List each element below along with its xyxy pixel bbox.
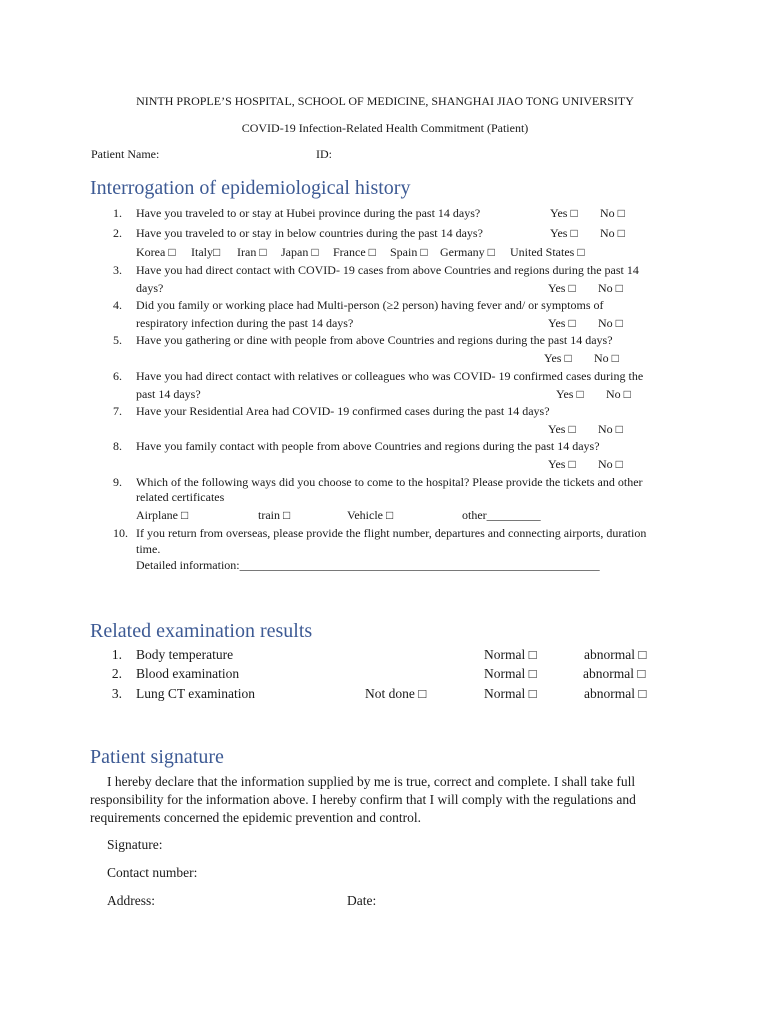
exam-body-temperature-label: Body temperature — [136, 647, 234, 662]
q7-no[interactable]: No □ — [598, 422, 623, 436]
q4-yes[interactable]: Yes □ — [548, 316, 576, 330]
institution-name: NINTH PROPLE’S HOSPITAL, SCHOOL OF MEDICINE, SHANGHAI JIAO TONG UNIVERSITY — [136, 94, 634, 108]
date-label: Date: — [347, 893, 377, 908]
q2-number: 2. — [113, 226, 122, 240]
country-korea[interactable]: Korea □ — [136, 245, 176, 259]
exam-section-title: Related examination results — [90, 620, 313, 642]
country-japan[interactable]: Japan □ — [281, 245, 319, 259]
q2-no[interactable]: No □ — [600, 226, 625, 240]
form-title: COVID-19 Infection-Related Health Commitment (Patient) — [241, 121, 529, 135]
q9-train[interactable]: train □ — [258, 508, 291, 522]
q9-number: 9. — [113, 475, 122, 489]
q3-number: 3. — [113, 263, 122, 277]
signature-section-title: Patient signature — [90, 746, 224, 768]
q8-number: 8. — [113, 439, 122, 453]
country-germany[interactable]: Germany □ — [440, 245, 495, 259]
declaration-text: I hereby declare that the information supplied by me is true, correct and complete. I shall take full responsibility for the information above. I hereby confirm that I will comply with the regulations and requirements concerned the epidemic prevention and control. — [90, 774, 636, 825]
q10-number: 10. — [113, 526, 128, 540]
q6-number: 6. — [113, 369, 122, 383]
exam-1-abnormal[interactable]: abnormal □ — [584, 647, 647, 662]
q9-airplane[interactable]: Airplane □ — [136, 508, 189, 522]
country-united-states[interactable]: United States □ — [510, 245, 585, 259]
q2-text: Have you traveled to or stay in below countries during the past 14 days? — [136, 226, 483, 240]
q1-yes[interactable]: Yes □ — [550, 206, 578, 220]
signature-label: Signature: — [107, 837, 163, 852]
q10-detail-field[interactable]: Detailed information:____________________________________________________________ — [136, 558, 600, 572]
epi-section-title: Interrogation of epidemiological history — [90, 177, 411, 199]
q7-text: Have your Residential Area had COVID- 19 confirmed cases during the past 14 days? — [136, 404, 550, 418]
country-spain[interactable]: Spain □ — [390, 245, 428, 259]
exam-2-abnormal[interactable]: abnormal □ — [583, 666, 646, 681]
exam-3-not-done[interactable]: Not done □ — [365, 686, 427, 701]
country-italy[interactable]: Italy□ — [191, 245, 221, 259]
q1-no[interactable]: No □ — [600, 206, 625, 220]
exam-3-number: 3. — [111, 686, 122, 701]
address-label: Address: — [107, 893, 155, 908]
q1-text: Have you traveled to or stay at Hubei province during the past 14 days? — [136, 206, 481, 220]
q7-number: 7. — [113, 404, 122, 418]
q10-text-line2: time. — [136, 542, 161, 556]
q3-text-line2: days? — [136, 281, 164, 295]
q9-text-line2: related certificates — [136, 490, 225, 504]
country-france[interactable]: France □ — [333, 245, 376, 259]
q3-text-line1: Have you had direct contact with COVID- 19 cases from above Countries and regions during the past 14 — [136, 263, 639, 277]
q9-text-line1: Which of the following ways did you choose to come to the hospital? Please provide the tickets and other — [136, 475, 643, 489]
q2-yes[interactable]: Yes □ — [550, 226, 578, 240]
exam-2-normal[interactable]: Normal □ — [484, 666, 537, 681]
q7-yes[interactable]: Yes □ — [548, 422, 576, 436]
q8-yes[interactable]: Yes □ — [548, 457, 576, 471]
q5-number: 5. — [113, 333, 122, 347]
country-iran[interactable]: Iran □ — [237, 245, 267, 259]
patient-name-label: Patient Name: — [91, 147, 160, 161]
q5-text: Have you gathering or dine with people from above Countries and regions during the past 14 days? — [136, 333, 613, 347]
q3-no[interactable]: No □ — [598, 281, 623, 295]
q6-yes[interactable]: Yes □ — [556, 387, 584, 401]
q9-other[interactable]: other_________ — [462, 508, 541, 522]
exam-1-number: 1. — [111, 647, 122, 662]
exam-3-normal[interactable]: Normal □ — [484, 686, 537, 701]
contact-number-label: Contact number: — [107, 865, 198, 880]
id-label: ID: — [316, 147, 332, 161]
q1-number: 1. — [113, 206, 122, 220]
q6-text-line1: Have you had direct contact with relatives or colleagues who was COVID- 19 confirmed cases during the — [136, 369, 644, 383]
q6-no[interactable]: No □ — [606, 387, 631, 401]
q9-vehicle[interactable]: Vehicle □ — [347, 508, 394, 522]
q4-number: 4. — [113, 298, 122, 312]
q5-yes[interactable]: Yes □ — [544, 351, 572, 365]
q5-no[interactable]: No □ — [594, 351, 619, 365]
q4-text-line1: Did you family or working place had Multi-person (≥2 person) having fever and/ or symptoms of — [136, 298, 604, 312]
q8-no[interactable]: No □ — [598, 457, 623, 471]
q8-text: Have you family contact with people from above Countries and regions during the past 14 days? — [136, 439, 600, 453]
q3-yes[interactable]: Yes □ — [548, 281, 576, 295]
exam-3-abnormal[interactable]: abnormal □ — [584, 686, 647, 701]
q10-text-line1: If you return from overseas, please provide the flight number, departures and connecting airports, duration — [136, 526, 647, 540]
exam-1-normal[interactable]: Normal □ — [484, 647, 537, 662]
exam-2-number: 2. — [111, 666, 122, 681]
exam-lung-ct-label: Lung CT examination — [136, 686, 255, 701]
q4-no[interactable]: No □ — [598, 316, 623, 330]
exam-blood-examination-label: Blood examination — [136, 666, 240, 681]
q4-text-line2: respiratory infection during the past 14 days? — [136, 316, 354, 330]
q6-text-line2: past 14 days? — [136, 387, 201, 401]
